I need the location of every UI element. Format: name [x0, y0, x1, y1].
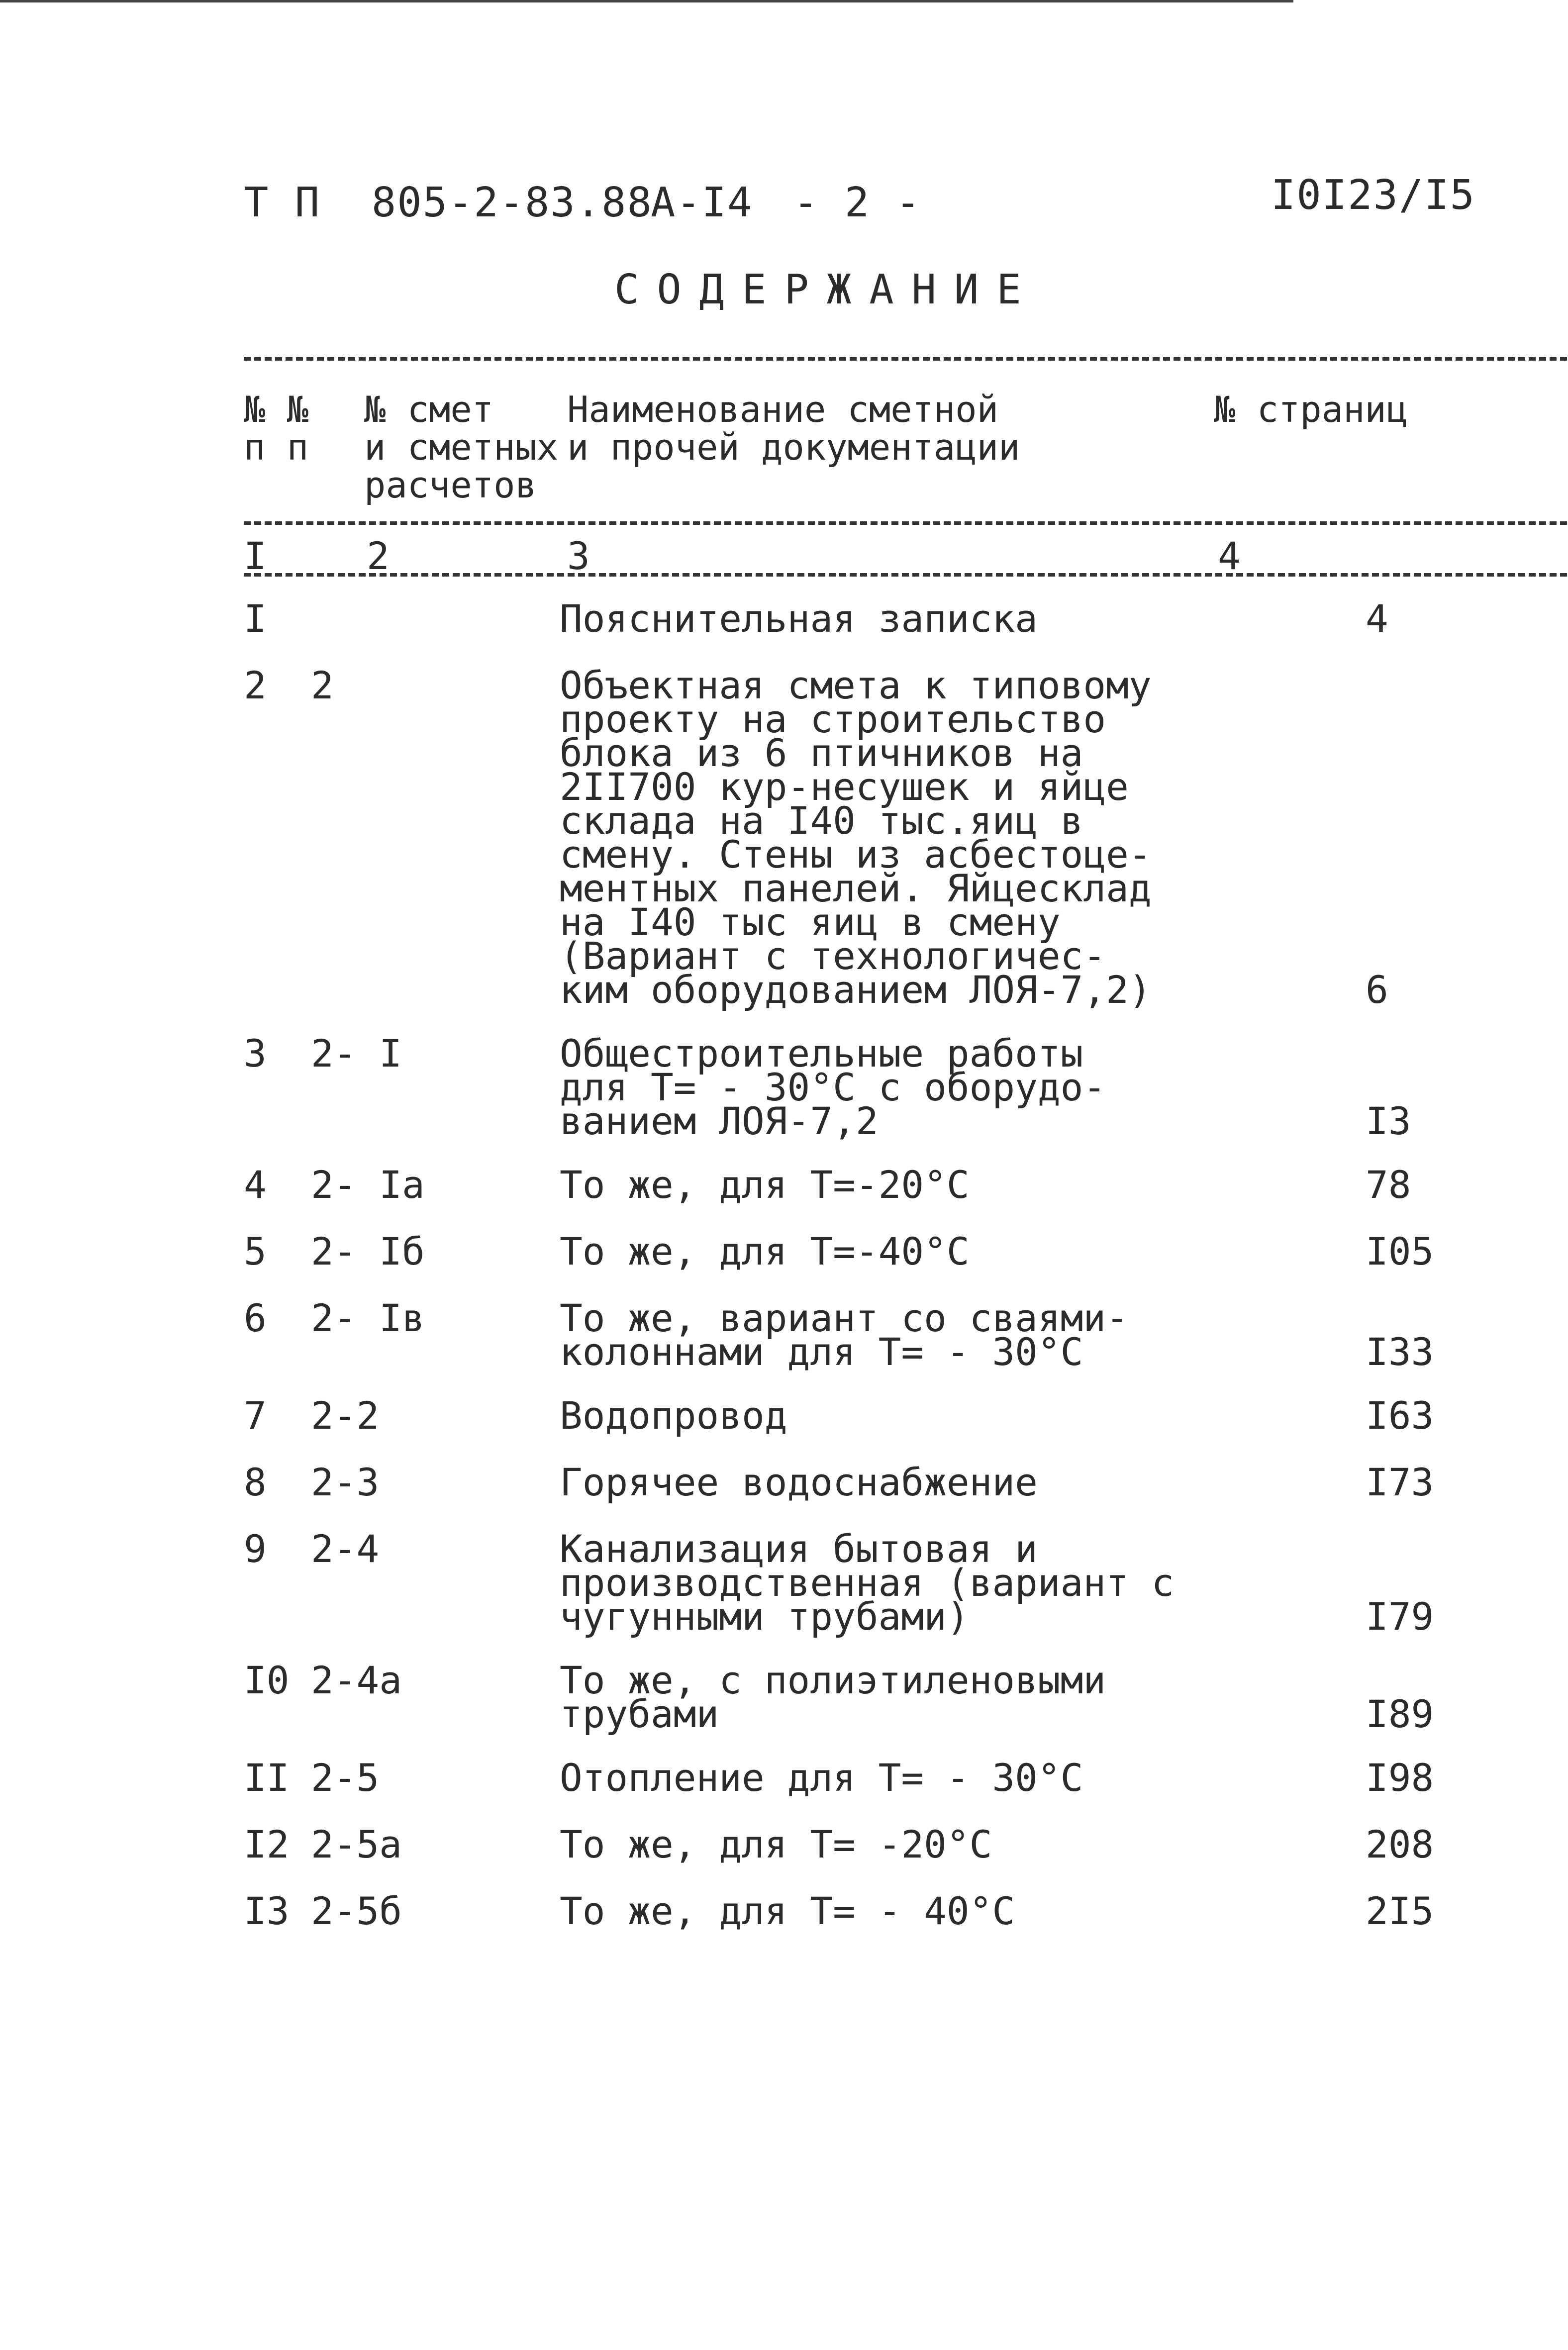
column-head-estimate-no: № смет и сметных расчетов — [364, 389, 559, 506]
row-title: Общестроительные работы для Т= - 30°С с оборудо- ванием ЛОЯ-7,2 — [560, 1031, 1106, 1143]
row-page: 6 — [1366, 968, 1388, 1012]
row-page: I73 — [1366, 1460, 1434, 1504]
column-number-3: 3 — [567, 534, 590, 578]
doc-code: Т П 805-2-83.88 — [244, 179, 653, 226]
table-row — [244, 1460, 1477, 1504]
table-row — [244, 1296, 1477, 1374]
table-row — [244, 1822, 1477, 1866]
row-title: То же, для Т= -20°С — [560, 1822, 992, 1866]
row-page: I05 — [1366, 1229, 1434, 1273]
row-estimate-code: 2 — [311, 663, 334, 707]
row-title: Горячее водоснабжение — [560, 1460, 1038, 1504]
row-number: 3 — [244, 1031, 267, 1076]
row-estimate-code: 2- Iа — [311, 1163, 425, 1207]
column-number-1: I — [244, 534, 267, 578]
table-row — [244, 663, 1477, 1012]
row-page: I63 — [1366, 1393, 1434, 1438]
row-page: 78 — [1366, 1163, 1411, 1207]
row-title: То же, с полиэтиленовыми трубами — [560, 1658, 1106, 1736]
row-page: 4 — [1366, 596, 1388, 641]
table-row — [244, 1031, 1477, 1143]
album-number: А-I4 — [651, 179, 753, 226]
column-head-title: Наименование сметной и прочей документации — [567, 389, 1020, 468]
row-page: I3 — [1366, 1099, 1411, 1143]
row-estimate-code: 2- Iб — [311, 1229, 425, 1273]
row-page: 2I5 — [1366, 1889, 1434, 1933]
row-number: I — [244, 596, 267, 641]
row-title: То же, вариант со сваями- колоннами для Т= - 30°С — [560, 1296, 1129, 1374]
table-row — [244, 1756, 1477, 1800]
table-row — [244, 1527, 1477, 1639]
row-estimate-code: 2-5а — [311, 1822, 402, 1866]
archive-number: I0I23/I5 — [1271, 172, 1475, 219]
header-separator-rule — [244, 521, 1567, 525]
row-title: То же, для Т=-40°С — [560, 1229, 970, 1273]
row-number: 8 — [244, 1460, 267, 1504]
row-estimate-code: 2-4 — [311, 1527, 380, 1571]
row-number: 9 — [244, 1527, 267, 1571]
row-page: I89 — [1366, 1692, 1434, 1736]
table-row — [244, 1658, 1477, 1736]
row-number: 4 — [244, 1163, 267, 1207]
row-number: II — [244, 1756, 290, 1800]
row-number: 2 — [244, 663, 267, 707]
row-title: То же, для Т=-20°С — [560, 1163, 970, 1207]
table-row — [244, 596, 1477, 641]
row-title: Канализация бытовая и производственная (вариант с чугунными трубами) — [560, 1527, 1175, 1639]
column-head-number: № № п п — [244, 389, 309, 468]
document-title: СОДЕРЖАНИЕ — [614, 266, 1039, 313]
table-row — [244, 1229, 1477, 1273]
row-number: 5 — [244, 1229, 267, 1273]
column-numbers-rule — [244, 573, 1567, 577]
row-page: 208 — [1366, 1822, 1434, 1866]
row-page: I33 — [1366, 1330, 1434, 1374]
table-row — [244, 1889, 1477, 1933]
row-title: Пояснительная записка — [560, 596, 1038, 641]
table-top-rule — [244, 357, 1567, 361]
row-number: I0 — [244, 1658, 290, 1702]
row-title: Водопровод — [560, 1393, 787, 1438]
scan-edge-line — [0, 0, 1293, 2]
row-estimate-code: 2-5б — [311, 1889, 402, 1933]
table-row — [244, 1163, 1477, 1207]
row-number: I2 — [244, 1822, 290, 1866]
contents-table — [244, 596, 1477, 1933]
row-estimate-code: 2-2 — [311, 1393, 380, 1438]
row-title: Объектная смета к типовому проекту на строительство блока из 6 птичников на 2II700 кур-несушек и яйце склада на I40 тыс.яиц в смену. Стены из асбестоце- ментных панелей. Яйцесклад на I40 тыс яиц в смену (Вариант с технологичес- ким оборудованием ЛОЯ-7,2) — [560, 663, 1152, 1012]
column-number-4: 4 — [1218, 534, 1241, 578]
row-number: 6 — [244, 1296, 267, 1340]
row-page: I98 — [1366, 1756, 1434, 1800]
row-estimate-code: 2-4а — [311, 1658, 402, 1702]
row-estimate-code: 2-5 — [311, 1756, 380, 1800]
row-title: То же, для Т= - 40°С — [560, 1889, 1015, 1933]
table-row — [244, 1393, 1477, 1438]
row-number: I3 — [244, 1889, 290, 1933]
row-title: Отопление для Т= - 30°С — [560, 1756, 1083, 1800]
row-estimate-code: 2- Iв — [311, 1296, 425, 1340]
row-number: 7 — [244, 1393, 267, 1438]
page-number: - 2 - — [793, 179, 921, 226]
column-head-pages: № страниц — [1214, 389, 1408, 430]
column-number-2: 2 — [367, 534, 390, 578]
row-estimate-code: 2-3 — [311, 1460, 380, 1504]
row-page: I79 — [1366, 1594, 1434, 1639]
row-estimate-code: 2- I — [311, 1031, 402, 1076]
